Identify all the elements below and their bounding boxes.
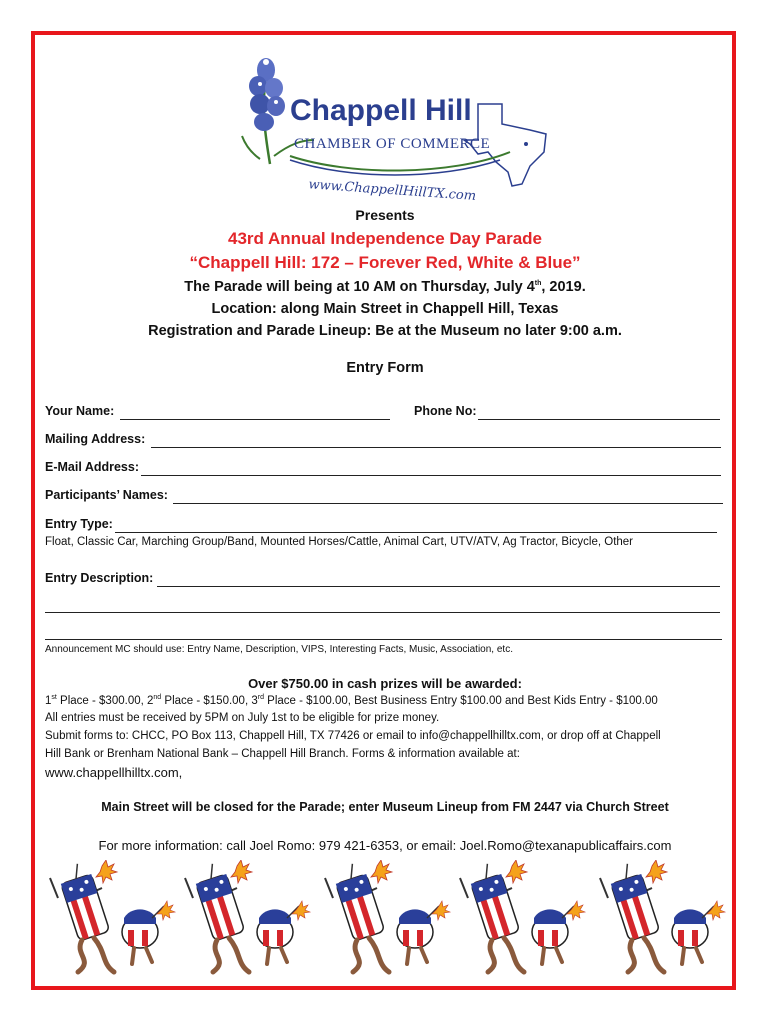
firecracker-row (34, 860, 734, 980)
firecracker-mascot-icon (185, 860, 310, 972)
submit-line-1: Submit forms to: CHCC, PO Box 113, Chappell Hill, TX 77426 or email to info@chappellhilltx.com, or drop off at Chappell (45, 730, 661, 742)
entry-type-label: Entry Type: (45, 517, 113, 531)
logo-subtitle: CHAMBER OF COMMERCE (294, 136, 491, 152)
entry-type-options: Float, Classic Car, Marching Group/Band, Mounted Horses/Cattle, Animal Cart, UTV/ATV, Ag Tractor, Bicycle, Other (45, 536, 634, 548)
description-field-1[interactable] (157, 586, 720, 587)
firecracker-mascot-icon (600, 860, 725, 972)
mailing-field[interactable] (151, 447, 721, 448)
street-notice: Main Street will be closed for the Parade; enter Museum Lineup from FM 2447 via Church Street (101, 800, 669, 814)
description-field-2[interactable] (45, 612, 720, 613)
name-label: Your Name: (45, 404, 115, 418)
mailing-label: Mailing Address: (45, 432, 146, 446)
announcement-note: Announcement MC should use: Entry Name, Description, VIPS, Interesting Facts, Music, Association, etc. (45, 644, 513, 655)
presents-text: Presents (355, 207, 415, 223)
parade-title: 43rd Annual Independence Day Parade (228, 229, 542, 248)
prize-list: 1st Place - $300.00, 2nd Place - $150.00, 3rd Place - $100.00, Best Business Entry $100.00 and Best Kids Entry - $100.00 (45, 694, 658, 707)
website-link[interactable]: www.chappellhilltx.com, (45, 765, 183, 780)
participants-field[interactable] (173, 503, 723, 504)
parade-time: The Parade will being at 10 AM on Thursday, July 4th, 2019. (184, 279, 586, 295)
phone-label: Phone No: (414, 404, 477, 418)
form-title: Entry Form (346, 360, 424, 376)
entry-type-field[interactable] (115, 532, 717, 533)
prizes-heading: Over $750.00 in cash prizes will be awarded: (248, 676, 522, 691)
email-field[interactable] (141, 475, 721, 476)
logo-title: Chappell Hill (290, 94, 472, 127)
parade-location: Location: along Main Street in Chappell Hill, Texas (211, 301, 559, 317)
phone-field[interactable] (478, 419, 720, 420)
name-field[interactable] (120, 419, 390, 420)
parade-theme: “Chappell Hill: 172 – Forever Red, White & Blue” (189, 253, 581, 272)
firecracker-mascot-icon (460, 860, 585, 972)
firecracker-mascot-icon (325, 860, 450, 972)
participants-label: Participants’ Names: (45, 488, 168, 502)
parade-lineup: Registration and Parade Lineup: Be at the Museum no later 9:00 a.m. (148, 323, 622, 339)
logo-url: www.ChappellHillTX.com (307, 177, 477, 204)
firecracker-mascot-icon (50, 860, 175, 972)
contact-info: For more information: call Joel Romo: 979 421-6353, or email: Joel.Romo@texanapublicaffairs.com (98, 838, 672, 853)
email-label: E-Mail Address: (45, 460, 140, 474)
submit-line-2: Hill Bank or Brenham National Bank – Chappell Hill Branch. Forms & information available at: (45, 748, 520, 760)
description-label: Entry Description: (45, 571, 154, 585)
prize-deadline: All entries must be received by 5PM on July 1st to be eligible for prize money. (45, 712, 440, 724)
description-field-3[interactable] (45, 639, 722, 640)
chamber-logo (230, 44, 550, 204)
